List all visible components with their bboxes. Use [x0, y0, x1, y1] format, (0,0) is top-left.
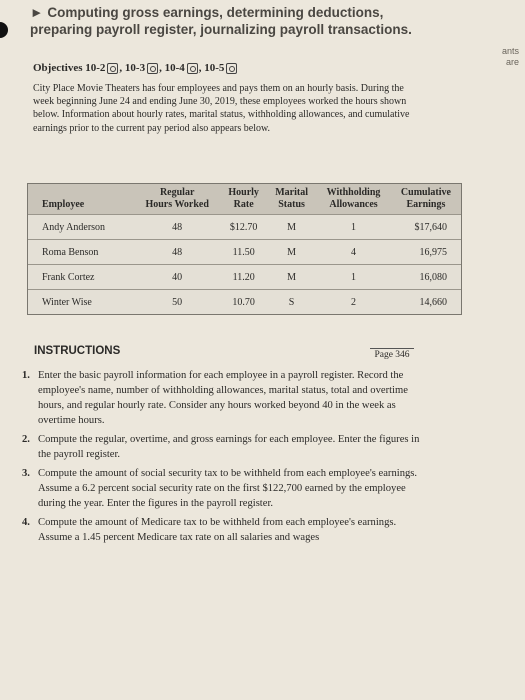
problem-header [30, 4, 470, 38]
objectives-label: Objectives [33, 62, 83, 74]
header-marital-status: Marital Status [267, 184, 316, 215]
cell-hours: 40 [134, 265, 220, 290]
objective-link-icon[interactable] [226, 63, 237, 74]
header-withholding-allowances: Withholding Allowances [316, 184, 391, 215]
cell-rate: 10.70 [220, 290, 267, 315]
objective-item: 10-2 [85, 62, 106, 74]
cell-marital: M [267, 215, 316, 240]
table-row [28, 240, 461, 265]
margin-note-line2: are [505, 57, 519, 67]
instruction-text: Compute the amount of Medicare tax to be withheld from each employee's earnings. Assume a 1.45 percent Medicare tax rate on all salaries and wages [38, 517, 397, 543]
cell-employee: Winter Wise [28, 290, 134, 315]
cell-marital: M [267, 240, 316, 265]
objective-item: 10-4 [164, 62, 185, 74]
header-employee: Employee [28, 184, 134, 215]
instruction-text: Compute the regular, overtime, and gross earnings for each employee. Enter the figures in the payroll register. [38, 434, 420, 460]
cell-hours: 50 [134, 290, 220, 315]
cell-marital: S [267, 290, 316, 315]
instruction-item [22, 432, 427, 462]
employee-table [27, 183, 462, 315]
instruction-text: Enter the basic payroll information for each employee in a payroll register. Record the employee's name, number of withholding allowances, marital status, total and overtime hours, and regular hourly rate. Consider any hours worked beyond 40 in the week as overtime hours. [38, 370, 408, 426]
header-title-line1: Computing gross earnings, determining deductions, [47, 5, 384, 20]
margin-note-line1: ants [501, 46, 519, 56]
cell-earnings: 16,080 [391, 265, 461, 290]
objective-link-icon[interactable] [107, 63, 118, 74]
instructions-title: INSTRUCTIONS [34, 345, 121, 357]
cell-hours: 48 [134, 240, 220, 265]
cell-allowances: 1 [316, 215, 391, 240]
table-row [28, 290, 461, 315]
objective-link-icon[interactable] [147, 63, 158, 74]
bullet-dot-icon [0, 22, 8, 38]
cell-hours: 48 [134, 215, 220, 240]
objectives: Objectives 10-2 , 10-3 , 10-4 , 10-5 [33, 62, 238, 74]
cell-marital: M [267, 265, 316, 290]
intro-paragraph: City Place Movie Theaters has four employees and pays them on an hourly basis. During the week beginning June 24 and ending June 30, 2019, these employees worked the hours shown below. Information about hourly rates, marital status, withholding allowances, and cumulative earnings prior to the current pay period also appears below. [33, 83, 410, 134]
instructions-list [22, 368, 427, 549]
cell-employee: Frank Cortez [28, 265, 134, 290]
page-reference-link[interactable]: Page 346 [370, 348, 414, 360]
margin-note [502, 46, 519, 68]
instruction-number: 4. [22, 517, 30, 528]
table-row [28, 215, 461, 240]
cell-allowances: 2 [316, 290, 391, 315]
instruction-number: 2. [22, 434, 30, 445]
cell-rate: 11.50 [220, 240, 267, 265]
cell-employee: Roma Benson [28, 240, 134, 265]
cell-earnings: 14,660 [391, 290, 461, 315]
header-hourly-rate: Hourly Rate [220, 184, 267, 215]
instruction-item [22, 515, 427, 545]
cell-employee: Andy Anderson [28, 215, 134, 240]
header-regular-hours: Regular Hours Worked [134, 184, 220, 215]
objective-item: 10-3 [124, 62, 146, 74]
objective-item: 10-5 [204, 62, 225, 74]
instruction-item [22, 368, 427, 428]
header-title-line2: preparing payroll register, journalizing payroll transactions. [30, 22, 412, 37]
cell-allowances: 4 [316, 240, 391, 265]
table-row [28, 265, 461, 290]
header-cumulative-earnings: Cumulative Earnings [391, 184, 461, 215]
instruction-number: 3. [22, 468, 30, 479]
objective-link-icon[interactable] [187, 63, 198, 74]
cell-allowances: 1 [316, 265, 391, 290]
instruction-text: Compute the amount of social security tax to be withheld from each employee's earnings. Assume a 6.2 percent social security rate on the first $122,700 earned by the employee during the year. Enter the figures in the payroll register. [38, 468, 418, 509]
cell-rate: $12.70 [220, 215, 267, 240]
cell-rate: 11.20 [220, 265, 267, 290]
cell-earnings: 16,975 [391, 240, 461, 265]
instruction-item [22, 466, 427, 511]
triangle-arrow-icon: ► [30, 5, 44, 20]
table-header-row [28, 184, 461, 215]
instruction-number: 1. [22, 370, 30, 381]
cell-earnings: $17,640 [391, 215, 461, 240]
